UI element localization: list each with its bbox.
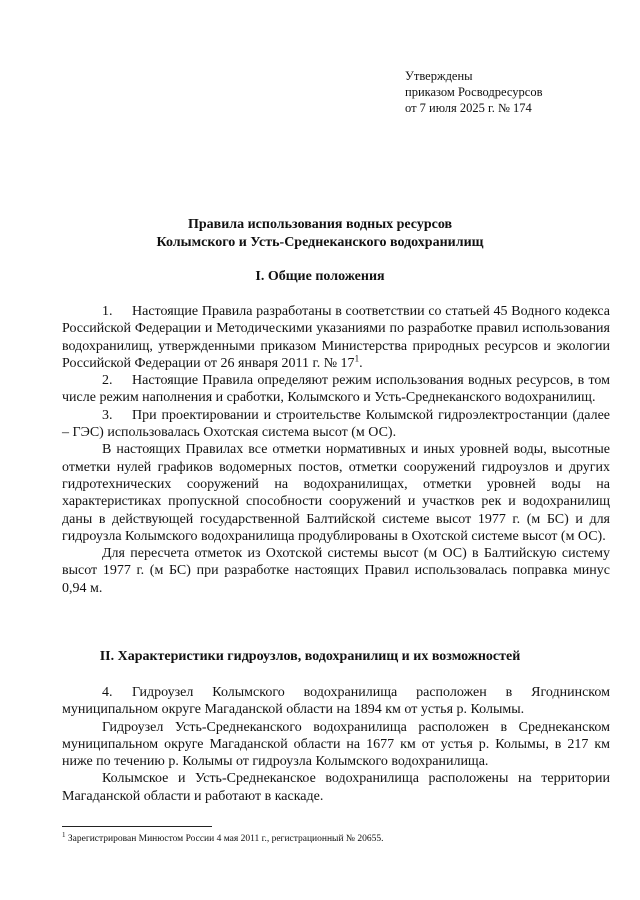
paragraph-end: .: [359, 355, 363, 371]
paragraph-number: 4.: [102, 685, 113, 700]
footnote-ref: 1: [354, 353, 360, 364]
paragraph-text: Настоящие Правила разработаны в соответствии со статьей 45 Водного кодекса Российской Федерации и Методическими указаниями по разработке правил использования водохранилищ, утвержденными приказом Министерства природных ресурсов и экологии Российской Федерации от 26 января 2011 г. № 17: [62, 304, 610, 371]
approval-stamp: [405, 68, 542, 116]
paragraph-8: Колымское и Усть-Среднеканское водохранилища расположены на территории Магаданской области и работают в каскаде.: [62, 771, 610, 804]
approval-line-1: Утверждены: [405, 69, 473, 83]
paragraph-6: [62, 684, 610, 719]
paragraph-text: Настоящие Правила определяют режим использования водных ресурсов, в том числе режим наполнения и сработки, Колымского и Усть-Среднеканского водохранилищ.: [62, 373, 610, 406]
footnote-divider: [62, 826, 212, 827]
paragraph-number: 3.: [102, 407, 113, 423]
paragraph-number: 1.: [102, 304, 113, 319]
paragraph-1: [62, 303, 610, 372]
section-1-body: [62, 303, 610, 597]
paragraph-number: 2.: [102, 373, 113, 389]
approval-line-2: приказом Росводресурсов: [405, 85, 543, 99]
paragraph-4: В настоящих Правилах все отметки нормативных и иных уровней воды, высотные отметки нулей графиков водомерных постов, отметки сооружений гидроузлов и других гидротехнических сооружений на водохранилищах, отметки уровней воды на характеристиках пропускной способности сооружений и участков рек и водохранилищ даны в действующей государственной Балтийской системе высот 1977 г. (м БС) и для гидроузла Колымского водохранилища продублированы в Охотской системе высот (м ОС).: [62, 442, 610, 544]
footnote: [62, 830, 622, 845]
paragraph-text: Гидроузел Колымского водохранилища расположен в Ягоднинском муниципальном округе Магаданской области на 1894 км от устья р. Колымы.: [62, 685, 610, 718]
document-title: [0, 216, 640, 252]
paragraph-5: Для пересчета отметок из Охотской системы высот (м ОС) в Балтийскую систему высот 1977 г. (м БС) при разработке настоящих Правил использовалась поправка минус 0,94 м.: [62, 546, 610, 596]
section-2-heading: II. Характеристики гидроузлов, водохранилищ и их возможностей: [99, 649, 521, 664]
paragraph-2: [62, 372, 610, 407]
title-line-1: Правила использования водных ресурсов: [187, 217, 453, 232]
section-1-heading: I. Общие положения: [255, 269, 385, 284]
footnote-text: Зарегистрирован Минюстом России 4 мая 2011 г., регистрационный № 20655.: [67, 834, 384, 844]
approval-line-3: от 7 июля 2025 г. № 174: [405, 101, 532, 115]
paragraph-text: При проектировании и строительстве Колымской гидроэлектростанции (далее – ГЭС) использовалась Охотская система высот (м ОС).: [62, 407, 610, 441]
paragraph-7: Гидроузел Усть-Среднеканского водохранилища расположен в Среднеканском муниципальном округе Магаданской области на 1677 км от устья р. Колымы, в 217 км ниже по течению р. Колымы от гидроузла Колымского водохранилища.: [62, 719, 610, 770]
title-line-2: Колымского и Усть-Среднеканского водохранилищ: [156, 235, 484, 250]
section-2-body: [62, 684, 610, 805]
paragraph-3: [62, 407, 610, 442]
footnote-mark: 1: [62, 830, 66, 839]
